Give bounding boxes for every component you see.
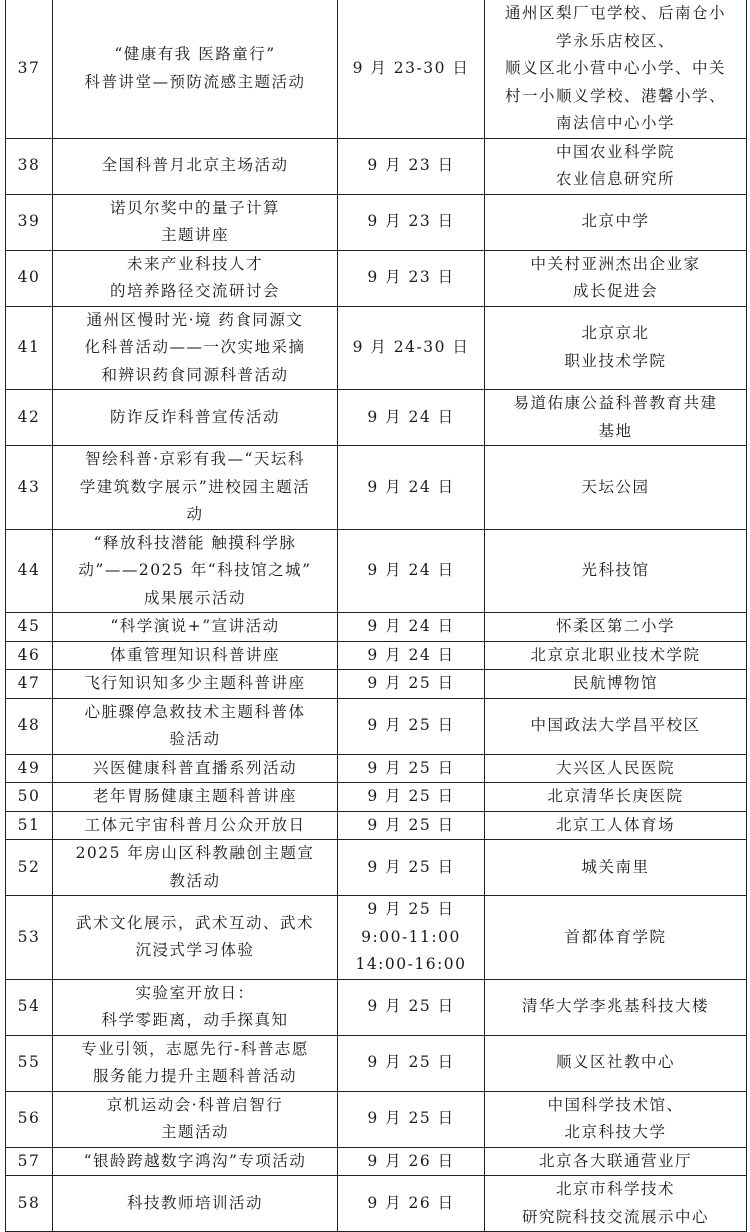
activity-date: 9 月 25 日 bbox=[338, 698, 485, 754]
table-row bbox=[6, 1147, 747, 1176]
activity-location: 易道佑康公益科普教育共建 基地 bbox=[485, 390, 747, 446]
table-row bbox=[6, 1091, 747, 1147]
table-row bbox=[6, 698, 747, 754]
row-number: 44 bbox=[6, 529, 53, 613]
row-number: 46 bbox=[6, 641, 53, 670]
activity-location: 北京京北 职业技术学院 bbox=[485, 306, 747, 390]
activity-name: 飞行知识知多少主题科普讲座 bbox=[53, 670, 338, 699]
row-number: 45 bbox=[6, 613, 53, 642]
activity-location: 通州区梨厂屯学校、后南仓小 学永乐店校区、 顺义区北小营中心小学、中关 村一小顺义学校、港馨小学、 南法信中心小学 bbox=[485, 0, 747, 138]
activity-date: 9 月 23-30 日 bbox=[338, 0, 485, 138]
activity-name: 工体元宇宙科普月公众开放日 bbox=[53, 811, 338, 840]
row-number: 51 bbox=[6, 811, 53, 840]
table-row bbox=[6, 896, 747, 980]
row-number: 54 bbox=[6, 979, 53, 1035]
activity-date: 9 月 26 日 bbox=[338, 1147, 485, 1176]
row-number: 49 bbox=[6, 754, 53, 783]
activity-location: 光科技馆 bbox=[485, 529, 747, 613]
activity-date: 9 月 24 日 bbox=[338, 613, 485, 642]
activity-name: 防诈反诈科普宣传活动 bbox=[53, 390, 338, 446]
row-number: 52 bbox=[6, 840, 53, 896]
activity-name: 全国科普月北京主场活动 bbox=[53, 138, 338, 194]
table-row bbox=[6, 641, 747, 670]
activity-name: 心脏骤停急救技术主题科普体 验活动 bbox=[53, 698, 338, 754]
activity-location: 北京各大联通营业厅 bbox=[485, 1147, 747, 1176]
activity-location: 顺义区社教中心 bbox=[485, 1035, 747, 1091]
row-number: 39 bbox=[6, 194, 53, 250]
table-row bbox=[6, 979, 747, 1035]
activity-date: 9 月 25 日 bbox=[338, 1035, 485, 1091]
activity-date: 9 月 23 日 bbox=[338, 138, 485, 194]
activity-date: 9 月 23 日 bbox=[338, 250, 485, 306]
activity-date: 9 月 25 日 bbox=[338, 1091, 485, 1147]
row-number: 41 bbox=[6, 306, 53, 390]
activity-name: “科学演说+”宣讲活动 bbox=[53, 613, 338, 642]
table-row bbox=[6, 194, 747, 250]
activity-name: 未来产业科技人才 的培养路径交流研讨会 bbox=[53, 250, 338, 306]
table-row bbox=[6, 783, 747, 812]
activity-date: 9 月 24 日 bbox=[338, 641, 485, 670]
activity-location: 城关南里 bbox=[485, 840, 747, 896]
activity-name: 通州区慢时光·境 药食同源文 化科普活动——一次实地采摘 和辨识药食同源科普活动 bbox=[53, 306, 338, 390]
activity-name: 科技教师培训活动 bbox=[53, 1176, 338, 1232]
table-row bbox=[6, 613, 747, 642]
activity-name: 专业引领，志愿先行-科普志愿 服务能力提升主题科普活动 bbox=[53, 1035, 338, 1091]
activity-location: 北京工人体育场 bbox=[485, 811, 747, 840]
activity-date: 9 月 26 日 bbox=[338, 1176, 485, 1232]
activity-name: “银龄跨越数字鸿沟”专项活动 bbox=[53, 1147, 338, 1176]
table-row bbox=[6, 670, 747, 699]
row-number: 42 bbox=[6, 390, 53, 446]
activity-date: 9 月 24 日 bbox=[338, 446, 485, 530]
activity-location: 北京京北职业技术学院 bbox=[485, 641, 747, 670]
activity-name: 京机运动会·科普启智行 主题活动 bbox=[53, 1091, 338, 1147]
activity-location: 北京市科学技术 研究院科技交流展示中心 bbox=[485, 1176, 747, 1232]
activity-date: 9 月 25 日 bbox=[338, 670, 485, 699]
activity-location: 天坛公园 bbox=[485, 446, 747, 530]
activity-location: 中关村亚洲杰出企业家 成长促进会 bbox=[485, 250, 747, 306]
activity-name: 2025 年房山区科教融创主题宣 教活动 bbox=[53, 840, 338, 896]
activity-location: 北京中学 bbox=[485, 194, 747, 250]
activity-date: 9 月 25 日 bbox=[338, 979, 485, 1035]
activity-table bbox=[5, 0, 747, 1232]
table-row bbox=[6, 250, 747, 306]
activity-location: 中国农业科学院 农业信息研究所 bbox=[485, 138, 747, 194]
activity-date: 9 月 25 日 bbox=[338, 811, 485, 840]
activity-name: “释放科技潜能 触摸科学脉 动”——2025 年“科技馆之城” 成果展示活动 bbox=[53, 529, 338, 613]
activity-location: 北京清华长庚医院 bbox=[485, 783, 747, 812]
table-row bbox=[6, 811, 747, 840]
activity-date: 9 月 25 日 bbox=[338, 754, 485, 783]
row-number: 55 bbox=[6, 1035, 53, 1091]
row-number: 57 bbox=[6, 1147, 53, 1176]
table-row bbox=[6, 1176, 747, 1232]
activity-location: 中国科学技术馆、 北京科技大学 bbox=[485, 1091, 747, 1147]
activity-name: 体重管理知识科普讲座 bbox=[53, 641, 338, 670]
activity-name: 兴医健康科普直播系列活动 bbox=[53, 754, 338, 783]
activity-name: 诺贝尔奖中的量子计算 主题讲座 bbox=[53, 194, 338, 250]
activity-date: 9 月 25 日 bbox=[338, 840, 485, 896]
activity-date: 9 月 25 日 9:00-11:00 14:00-16:00 bbox=[338, 896, 485, 980]
activity-name: 智绘科普·京彩有我—“天坛科 学建筑数字展示”进校园主题活 动 bbox=[53, 446, 338, 530]
row-number: 40 bbox=[6, 250, 53, 306]
activity-name: 老年胃肠健康主题科普讲座 bbox=[53, 783, 338, 812]
table-row bbox=[6, 754, 747, 783]
row-number: 50 bbox=[6, 783, 53, 812]
activity-location: 民航博物馆 bbox=[485, 670, 747, 699]
activity-date: 9 月 25 日 bbox=[338, 783, 485, 812]
table-row bbox=[6, 840, 747, 896]
row-number: 58 bbox=[6, 1176, 53, 1232]
activity-location: 大兴区人民医院 bbox=[485, 754, 747, 783]
activity-name: 武术文化展示，武术互动、武术 沉浸式学习体验 bbox=[53, 896, 338, 980]
row-number: 38 bbox=[6, 138, 53, 194]
activity-location: 中国政法大学昌平校区 bbox=[485, 698, 747, 754]
activity-name: 实验室开放日： 科学零距离，动手探真知 bbox=[53, 979, 338, 1035]
row-number: 56 bbox=[6, 1091, 53, 1147]
activity-location: 清华大学李兆基科技大楼 bbox=[485, 979, 747, 1035]
activity-location: 怀柔区第二小学 bbox=[485, 613, 747, 642]
row-number: 47 bbox=[6, 670, 53, 699]
table-row bbox=[6, 138, 747, 194]
table-row bbox=[6, 306, 747, 390]
table-row bbox=[6, 446, 747, 530]
table-row bbox=[6, 0, 747, 138]
row-number: 48 bbox=[6, 698, 53, 754]
row-number: 43 bbox=[6, 446, 53, 530]
table-row bbox=[6, 529, 747, 613]
activity-date: 9 月 23 日 bbox=[338, 194, 485, 250]
row-number: 53 bbox=[6, 896, 53, 980]
table-row bbox=[6, 1035, 747, 1091]
activity-date: 9 月 24 日 bbox=[338, 390, 485, 446]
activity-date: 9 月 24-30 日 bbox=[338, 306, 485, 390]
activity-location: 首都体育学院 bbox=[485, 896, 747, 980]
row-number: 37 bbox=[6, 0, 53, 138]
activity-date: 9 月 24 日 bbox=[338, 529, 485, 613]
activity-name: “健康有我 医路童行” 科普讲堂—预防流感主题活动 bbox=[53, 0, 338, 138]
table-row bbox=[6, 390, 747, 446]
